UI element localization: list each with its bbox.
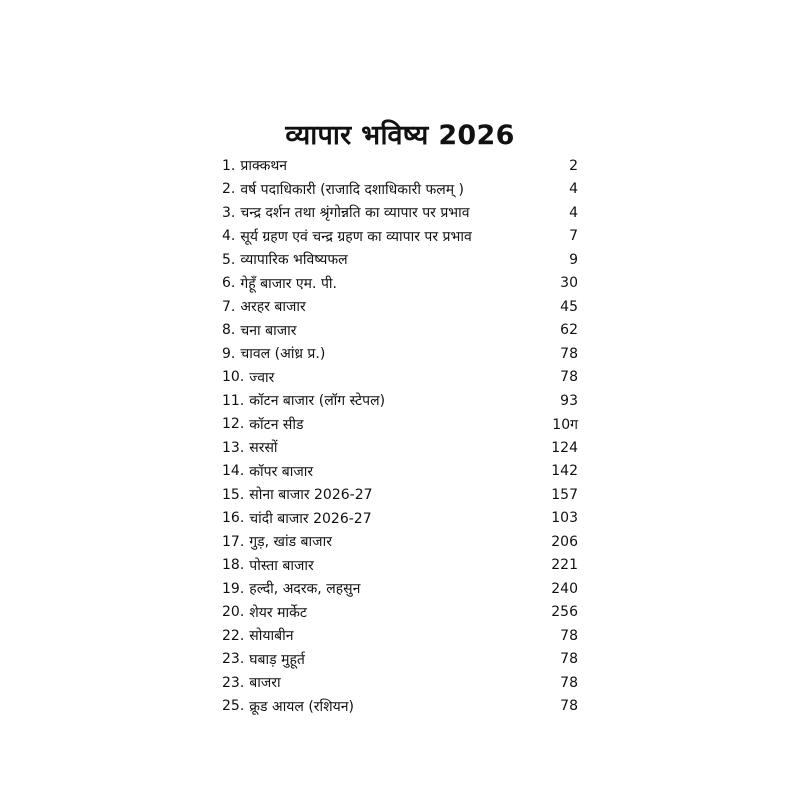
- toc-entry-number: 22.: [222, 627, 245, 644]
- toc-entry-page-number: 256: [551, 604, 578, 621]
- toc-entry-title: ज्वार: [249, 369, 275, 386]
- toc-entry: [222, 695, 578, 719]
- toc-entry-number: 16.: [222, 510, 245, 527]
- toc-entry-page-number: 30: [560, 275, 578, 292]
- toc-entry: [222, 366, 578, 390]
- toc-entry-page-number: 45: [560, 298, 578, 315]
- toc-entry-title: अरहर बाजार: [240, 299, 306, 316]
- toc-entry: [222, 295, 578, 319]
- toc-entry-number: 9.: [222, 345, 236, 362]
- page-title: व्यापार भविष्य 2026: [285, 120, 515, 151]
- toc-entry: [222, 201, 578, 225]
- toc-entry-title: हल्दी, अदरक, लहसुन: [249, 581, 361, 598]
- toc-entry-title: घबाड़ मुहूर्त: [249, 651, 305, 668]
- toc-entry: [222, 413, 578, 437]
- toc-entry-page-number: 142: [551, 463, 578, 480]
- toc-entry: [222, 624, 578, 648]
- toc-entry-page-number: 240: [551, 580, 578, 597]
- toc-entry: [222, 554, 578, 578]
- toc-entry-page-number: 7: [569, 228, 578, 245]
- toc-entry-title: वर्ष पदाधिकारी (राजादि दशाधिकारी फलम् ): [240, 181, 465, 198]
- toc-entry-title: सोना बाजार 2026-27: [249, 487, 373, 504]
- toc-entry-title: कॉटन सीड: [249, 416, 304, 433]
- toc-entry: [222, 319, 578, 343]
- toc-entry: [222, 154, 578, 178]
- toc-entry: [222, 248, 578, 272]
- toc-entry-number: 3.: [222, 204, 236, 221]
- toc-entry-number: 15.: [222, 486, 245, 503]
- toc-entry-number: 2.: [222, 181, 236, 198]
- toc-entry-page-number: 206: [551, 533, 578, 550]
- toc-entry-number: 13.: [222, 439, 245, 456]
- toc-entry-number: 11.: [222, 392, 245, 409]
- toc-entry-number: 20.: [222, 604, 245, 621]
- toc-entry: [222, 530, 578, 554]
- toc-entry: [222, 483, 578, 507]
- toc-entry-number: 12.: [222, 416, 245, 433]
- toc-entry: [222, 460, 578, 484]
- toc-entry-number: 8.: [222, 322, 236, 339]
- toc-entry: [222, 389, 578, 413]
- toc-entry-page-number: 78: [560, 627, 578, 644]
- toc-entry-page-number: 78: [560, 698, 578, 715]
- toc-entry-page-number: 9: [569, 251, 578, 268]
- table-of-contents: [222, 154, 578, 718]
- toc-entry: [222, 342, 578, 366]
- toc-entry: [222, 507, 578, 531]
- toc-entry-title: कॉपर बाजार: [249, 463, 314, 480]
- toc-entry-number: 25.: [222, 698, 245, 715]
- toc-entry-title: सूर्य ग्रहण एवं चन्द्र ग्रहण का व्यापार पर प्रभाव: [240, 228, 472, 245]
- toc-entry-page-number: 124: [551, 439, 578, 456]
- toc-entry-page-number: 78: [560, 651, 578, 668]
- toc-entry-title: गेहूँ बाजार एम. पी.: [240, 275, 337, 292]
- toc-entry: [222, 272, 578, 296]
- toc-entry: [222, 648, 578, 672]
- toc-entry-number: 5.: [222, 251, 236, 268]
- toc-entry-page-number: 93: [560, 392, 578, 409]
- toc-entry-number: 23.: [222, 651, 245, 668]
- toc-entry-page-number: 2: [569, 157, 578, 174]
- toc-entry-page-number: 62: [560, 322, 578, 339]
- toc-entry: [222, 671, 578, 695]
- toc-entry-page-number: 221: [551, 557, 578, 574]
- toc-entry-number: 10.: [222, 369, 245, 386]
- toc-entry-title: चन्द्र दर्शन तथा श्रृंगोन्नति का व्यापार पर प्रभाव: [240, 205, 470, 222]
- toc-entry-title: पोस्ता बाजार: [249, 557, 314, 574]
- toc-entry-number: 1.: [222, 157, 236, 174]
- toc-entry-title: प्राक्कथन: [240, 158, 288, 175]
- toc-entry-number: 4.: [222, 228, 236, 245]
- toc-entry: [222, 436, 578, 460]
- toc-entry-page-number: 4: [569, 204, 578, 221]
- toc-entry-title: चना बाजार: [240, 322, 297, 339]
- toc-entry-page-number: 103: [551, 510, 578, 527]
- toc-entry-page-number: 78: [560, 674, 578, 691]
- toc-entry-title: व्यापारिक भविष्यफल: [240, 252, 348, 269]
- toc-entry-number: 17.: [222, 533, 245, 550]
- toc-entry-number: 6.: [222, 275, 236, 292]
- toc-entry-title: सरसों: [249, 440, 278, 457]
- toc-entry-number: 7.: [222, 298, 236, 315]
- toc-entry-page-number: 78: [560, 345, 578, 362]
- toc-entry: [222, 601, 578, 625]
- toc-entry-number: 23.: [222, 674, 245, 691]
- toc-entry-title: सोयाबीन: [249, 628, 294, 645]
- toc-entry: [222, 225, 578, 249]
- toc-entry-page-number: 78: [560, 369, 578, 386]
- toc-entry-title: क्रूड आयल (रशियन): [249, 698, 355, 715]
- toc-entry-page-number: 157: [551, 486, 578, 503]
- toc-entry-title: चांदी बाजार 2026-27: [249, 510, 372, 527]
- toc-entry: [222, 577, 578, 601]
- toc-entry-title: कॉटन बाजार (लॉग स्टेपल): [249, 393, 386, 410]
- toc-entry-page-number: 10ग: [552, 416, 578, 433]
- toc-entry: [222, 178, 578, 202]
- toc-entry-title: चावल (आंध्र प्र.): [240, 346, 326, 363]
- toc-entry-title: बाजरा: [249, 675, 281, 692]
- toc-entry-title: गुड़, खांड बाजार: [249, 534, 332, 551]
- toc-entry-number: 19.: [222, 580, 245, 597]
- toc-entry-title: शेयर मार्केट: [249, 604, 307, 621]
- toc-entry-number: 18.: [222, 557, 245, 574]
- toc-entry-page-number: 4: [569, 181, 578, 198]
- toc-entry-number: 14.: [222, 463, 245, 480]
